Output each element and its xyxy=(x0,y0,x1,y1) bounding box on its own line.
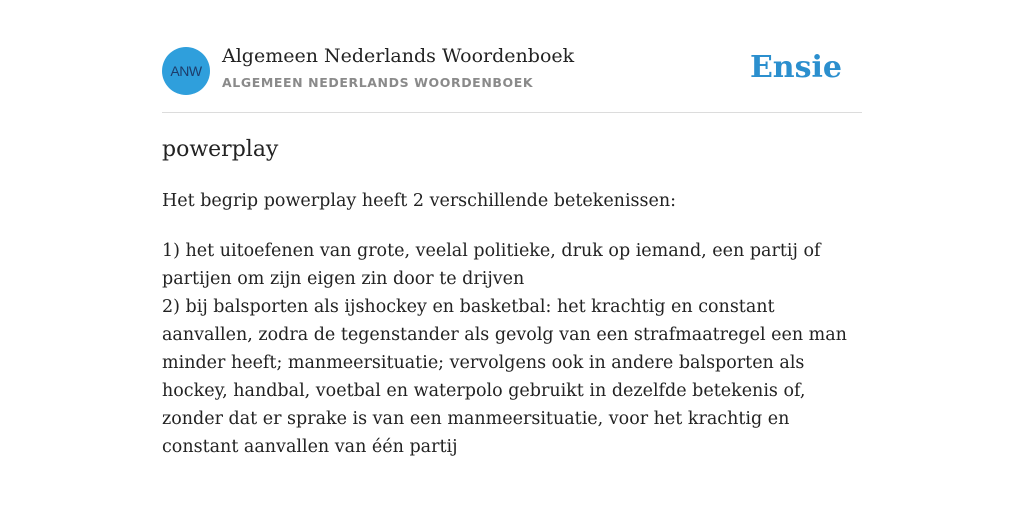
entry-term: powerplay xyxy=(162,137,279,162)
anw-logo[interactable]: ANW xyxy=(162,47,210,95)
definition-list xyxy=(162,237,867,461)
source-title[interactable]: Algemeen Nederlands Woordenboek xyxy=(222,45,575,67)
entry-intro: Het begrip powerplay heeft 2 verschillende betekenissen: xyxy=(162,191,677,211)
ensie-logo[interactable]: Ensie xyxy=(749,50,842,85)
definition-2: 2) bij balsporten als ijshockey en basketbal: het krachtig en constant aanvallen, zodra de tegenstander als gevolg van een strafmaatregel een man minder heeft; manmeersituatie; vervolgens ook in andere balsporten als hockey, handbal, voetbal en waterpolo gebruikt in dezelfde betekenis of, zonder dat er sprake is van een manmeersituatie, voor het krachtig en constant aanvallen van één partij xyxy=(162,297,847,457)
source-subtitle: ALGEMEEN NEDERLANDS WOORDENBOEK xyxy=(222,75,534,90)
definition-1: 1) het uitoefenen van grote, veelal politieke, druk op iemand, een partij of partijen om zijn eigen zin door te drijven xyxy=(162,241,821,289)
entry-card xyxy=(162,0,862,457)
source-header xyxy=(162,0,862,113)
